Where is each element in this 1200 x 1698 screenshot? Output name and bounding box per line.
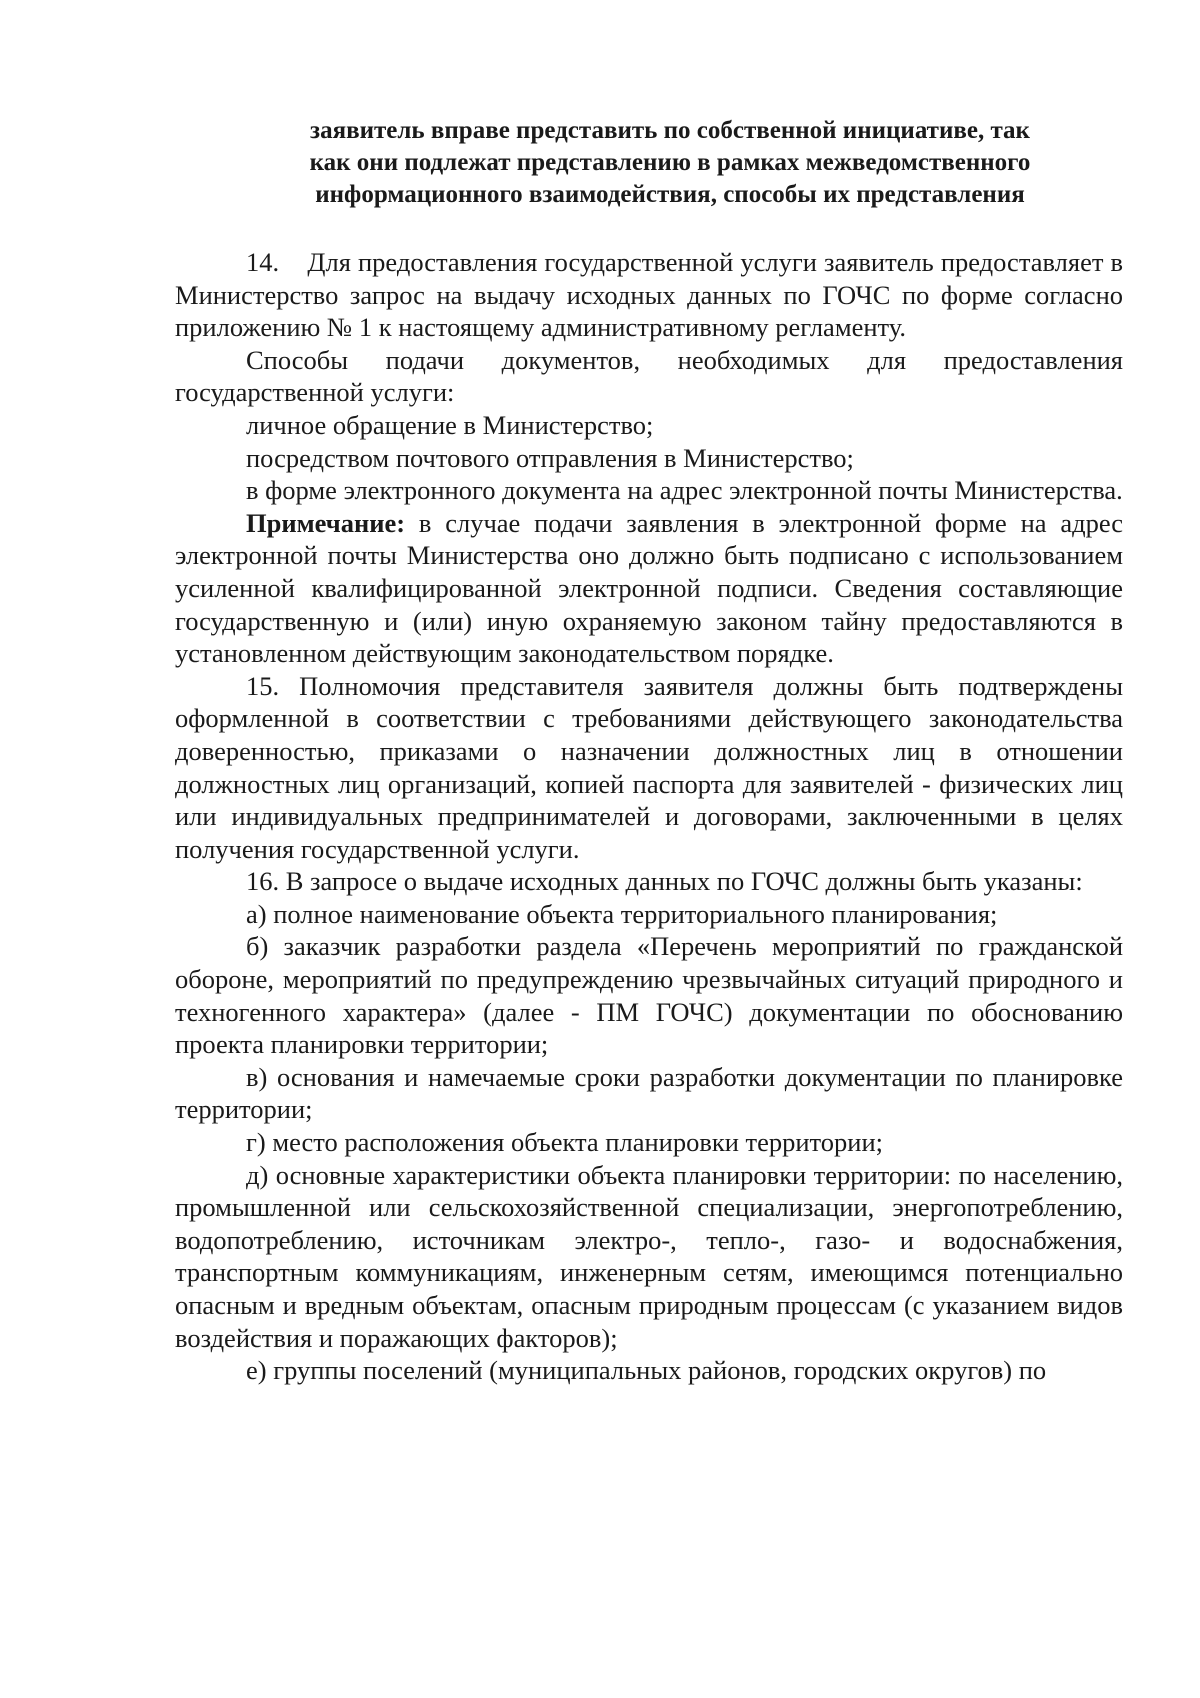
note-text: в случае подачи заявления в электронной форме на адрес электронной почты Министерства оно должно быть подписано с использованием усиленной квалифицированной электронной подписи. Сведения составляющие государственную и (или) иную охраняемую законом тайну предоставляются в установленном действующим законодательством порядке. (175, 507, 1123, 669)
document-body (175, 246, 1123, 1387)
list-item: а) полное наименование объекта территориального планирования; (246, 898, 998, 929)
heading-line: заявитель вправе представить по собственной инициативе, так (310, 117, 1030, 144)
note-label: Примечание: (246, 507, 406, 538)
method-item: личное обращение в Министерство; (246, 409, 654, 440)
paragraph-15: 15. Полномочия представителя заявителя должны быть подтверждены оформленной в соответствии с требованиями действующего законодательства доверенностью, приказами о назначении должностных лиц в отношении должностных лиц организаций, копией паспорта для заявителей - физических лиц или индивидуальных предпринимателей и договорами, заключенными в целях получения государственной услуги. (175, 670, 1123, 864)
paragraph-14: 14. Для предоставления государственной услуги заявитель предоставляет в Министерство запрос на выдачу исходных данных по ГОЧС по форме согласно приложению № 1 к настоящему административному регламенту. (175, 247, 1123, 343)
list-item: в) основания и намечаемые сроки разработки документации по планировке территории; (175, 1061, 1123, 1125)
heading-line: информационного взаимодействия, способы их представления (315, 181, 1025, 208)
paragraph-16: 16. В запросе о выдаче исходных данных по ГОЧС должны быть указаны: (246, 866, 1083, 897)
method-item: в форме электронного документа на адрес электронной почты Министерства. (246, 475, 1123, 506)
list-item: г) место расположения объекта планировки территории; (246, 1127, 884, 1158)
section-heading (180, 115, 1160, 211)
list-item: д) основные характеристики объекта планировки территории: по населению, промышленной или сельскохозяйственной специализации, энергопотреблению, водопотреблению, источникам электро-, тепло-, газо- и водоснабжения, транспортным коммуникациям, инженерным сетям, имеющимся потенциально опасным и вредным объектам, опасным природным процессам (с указанием видов воздействия и поражающих факторов); (175, 1159, 1123, 1353)
methods-intro: Способы подачи документов, необходимых для предоставления государственной услуги: (175, 344, 1123, 408)
heading-line: как они подлежат представлению в рамках межведомственного (309, 149, 1031, 176)
list-item: е) группы поселений (муниципальных районов, городских округов) по (246, 1355, 1047, 1386)
list-item: б) заказчик разработки раздела «Перечень мероприятий по гражданской обороне, мероприятий по предупреждению чрезвычайных ситуаций природного и техногенного характера» (далее - ПМ ГОЧС) документации по обоснованию проекта планировки территории; (175, 931, 1123, 1060)
note-paragraph (175, 507, 1123, 670)
method-item: посредством почтового отправления в Министерство; (246, 442, 854, 473)
